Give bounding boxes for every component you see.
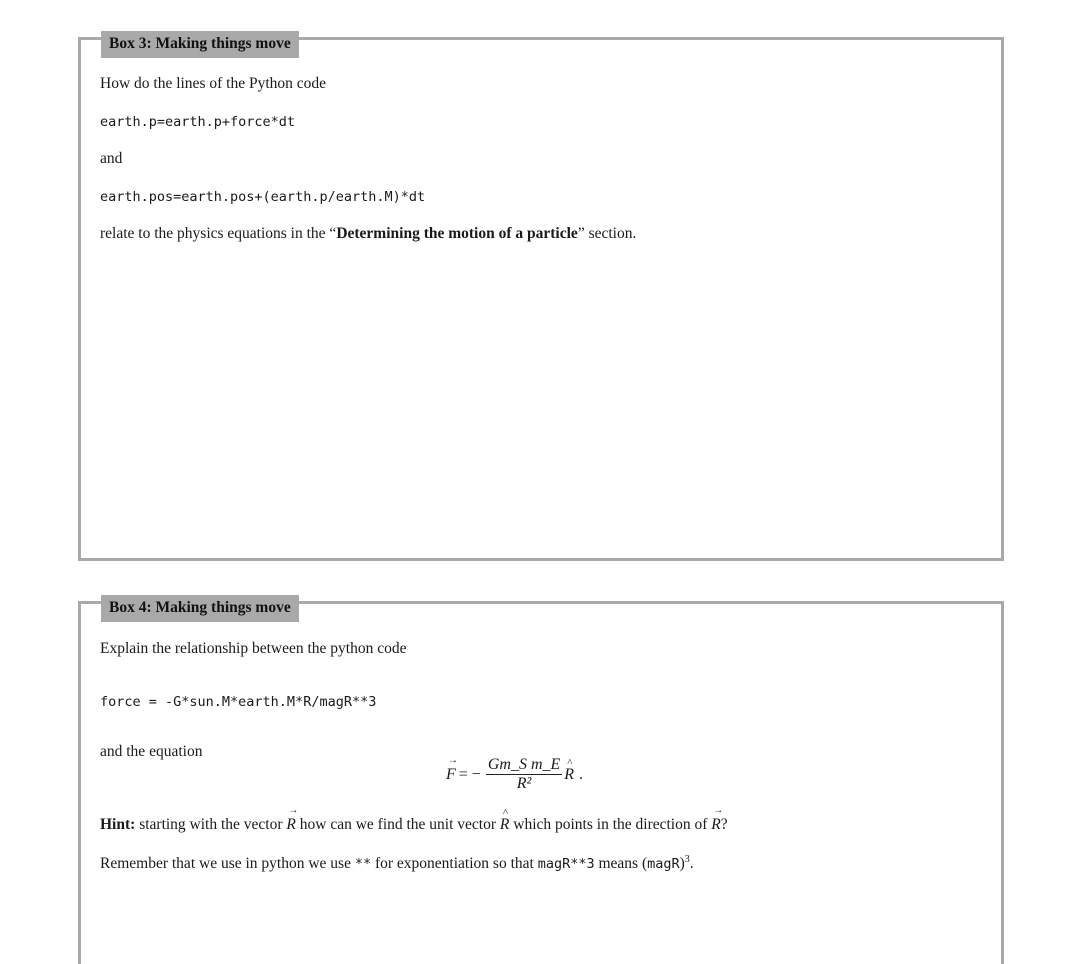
inline-code: magR**3 bbox=[537, 856, 595, 873]
code-line-momentum: earth.p=earth.p+force*dt bbox=[100, 114, 296, 130]
section-reference: Determining the motion of a particle bbox=[336, 225, 578, 242]
hint-text: which points in the direction of bbox=[509, 816, 712, 833]
eq-fraction bbox=[486, 756, 562, 793]
remember-text: ) bbox=[679, 855, 685, 873]
force-equation bbox=[446, 756, 583, 793]
relate-text-end: ” section. bbox=[577, 225, 637, 242]
vector-R: → R bbox=[711, 816, 720, 834]
box-4-title: Box 4: Making things move bbox=[101, 595, 299, 622]
hint-text: starting with the vector bbox=[135, 816, 287, 833]
remember-text: means ( bbox=[594, 855, 648, 873]
remember-text: Remember that we use in python we use bbox=[100, 855, 355, 873]
box-3-relate bbox=[100, 225, 636, 243]
eq-numerator: Gm_S m_E bbox=[487, 756, 561, 773]
remember-line bbox=[100, 854, 694, 873]
box-4 bbox=[78, 601, 1004, 964]
box-3-title: Box 3: Making things move bbox=[101, 31, 299, 58]
hint-label: Hint: bbox=[100, 816, 136, 833]
inline-code: ** bbox=[354, 856, 372, 873]
inline-code: magR bbox=[647, 856, 680, 873]
hint-text: ? bbox=[720, 816, 728, 833]
box-3 bbox=[78, 37, 1004, 561]
exponent: 3 bbox=[684, 854, 690, 865]
hint-text: how can we find the unit vector bbox=[295, 816, 500, 833]
box-4-intro: Explain the relationship between the python code bbox=[100, 640, 407, 657]
code-line-force: force = -G*sun.M*earth.M*R/magR**3 bbox=[100, 694, 377, 710]
remember-text: for exponentiation so that bbox=[371, 855, 538, 873]
code-line-position: earth.pos=earth.pos+(earth.p/earth.M)*dt bbox=[100, 189, 426, 205]
relate-text: relate to the physics equations in the “ bbox=[100, 225, 337, 242]
unit-vector-R: ^ R bbox=[500, 816, 509, 834]
remember-text: . bbox=[689, 855, 694, 873]
eq-equals: = − bbox=[458, 765, 481, 783]
box-4-and-equation: and the equation bbox=[100, 743, 203, 760]
eq-denominator: R² bbox=[516, 775, 532, 792]
eq-end: . bbox=[579, 765, 584, 783]
vector-R: → R bbox=[286, 816, 295, 834]
eq-unit-vector: ^ R bbox=[564, 766, 574, 784]
eq-lhs: → F bbox=[446, 766, 456, 784]
box-3-intro: How do the lines of the Python code bbox=[100, 75, 327, 92]
hint-line bbox=[100, 816, 728, 834]
box-3-and: and bbox=[100, 150, 123, 167]
